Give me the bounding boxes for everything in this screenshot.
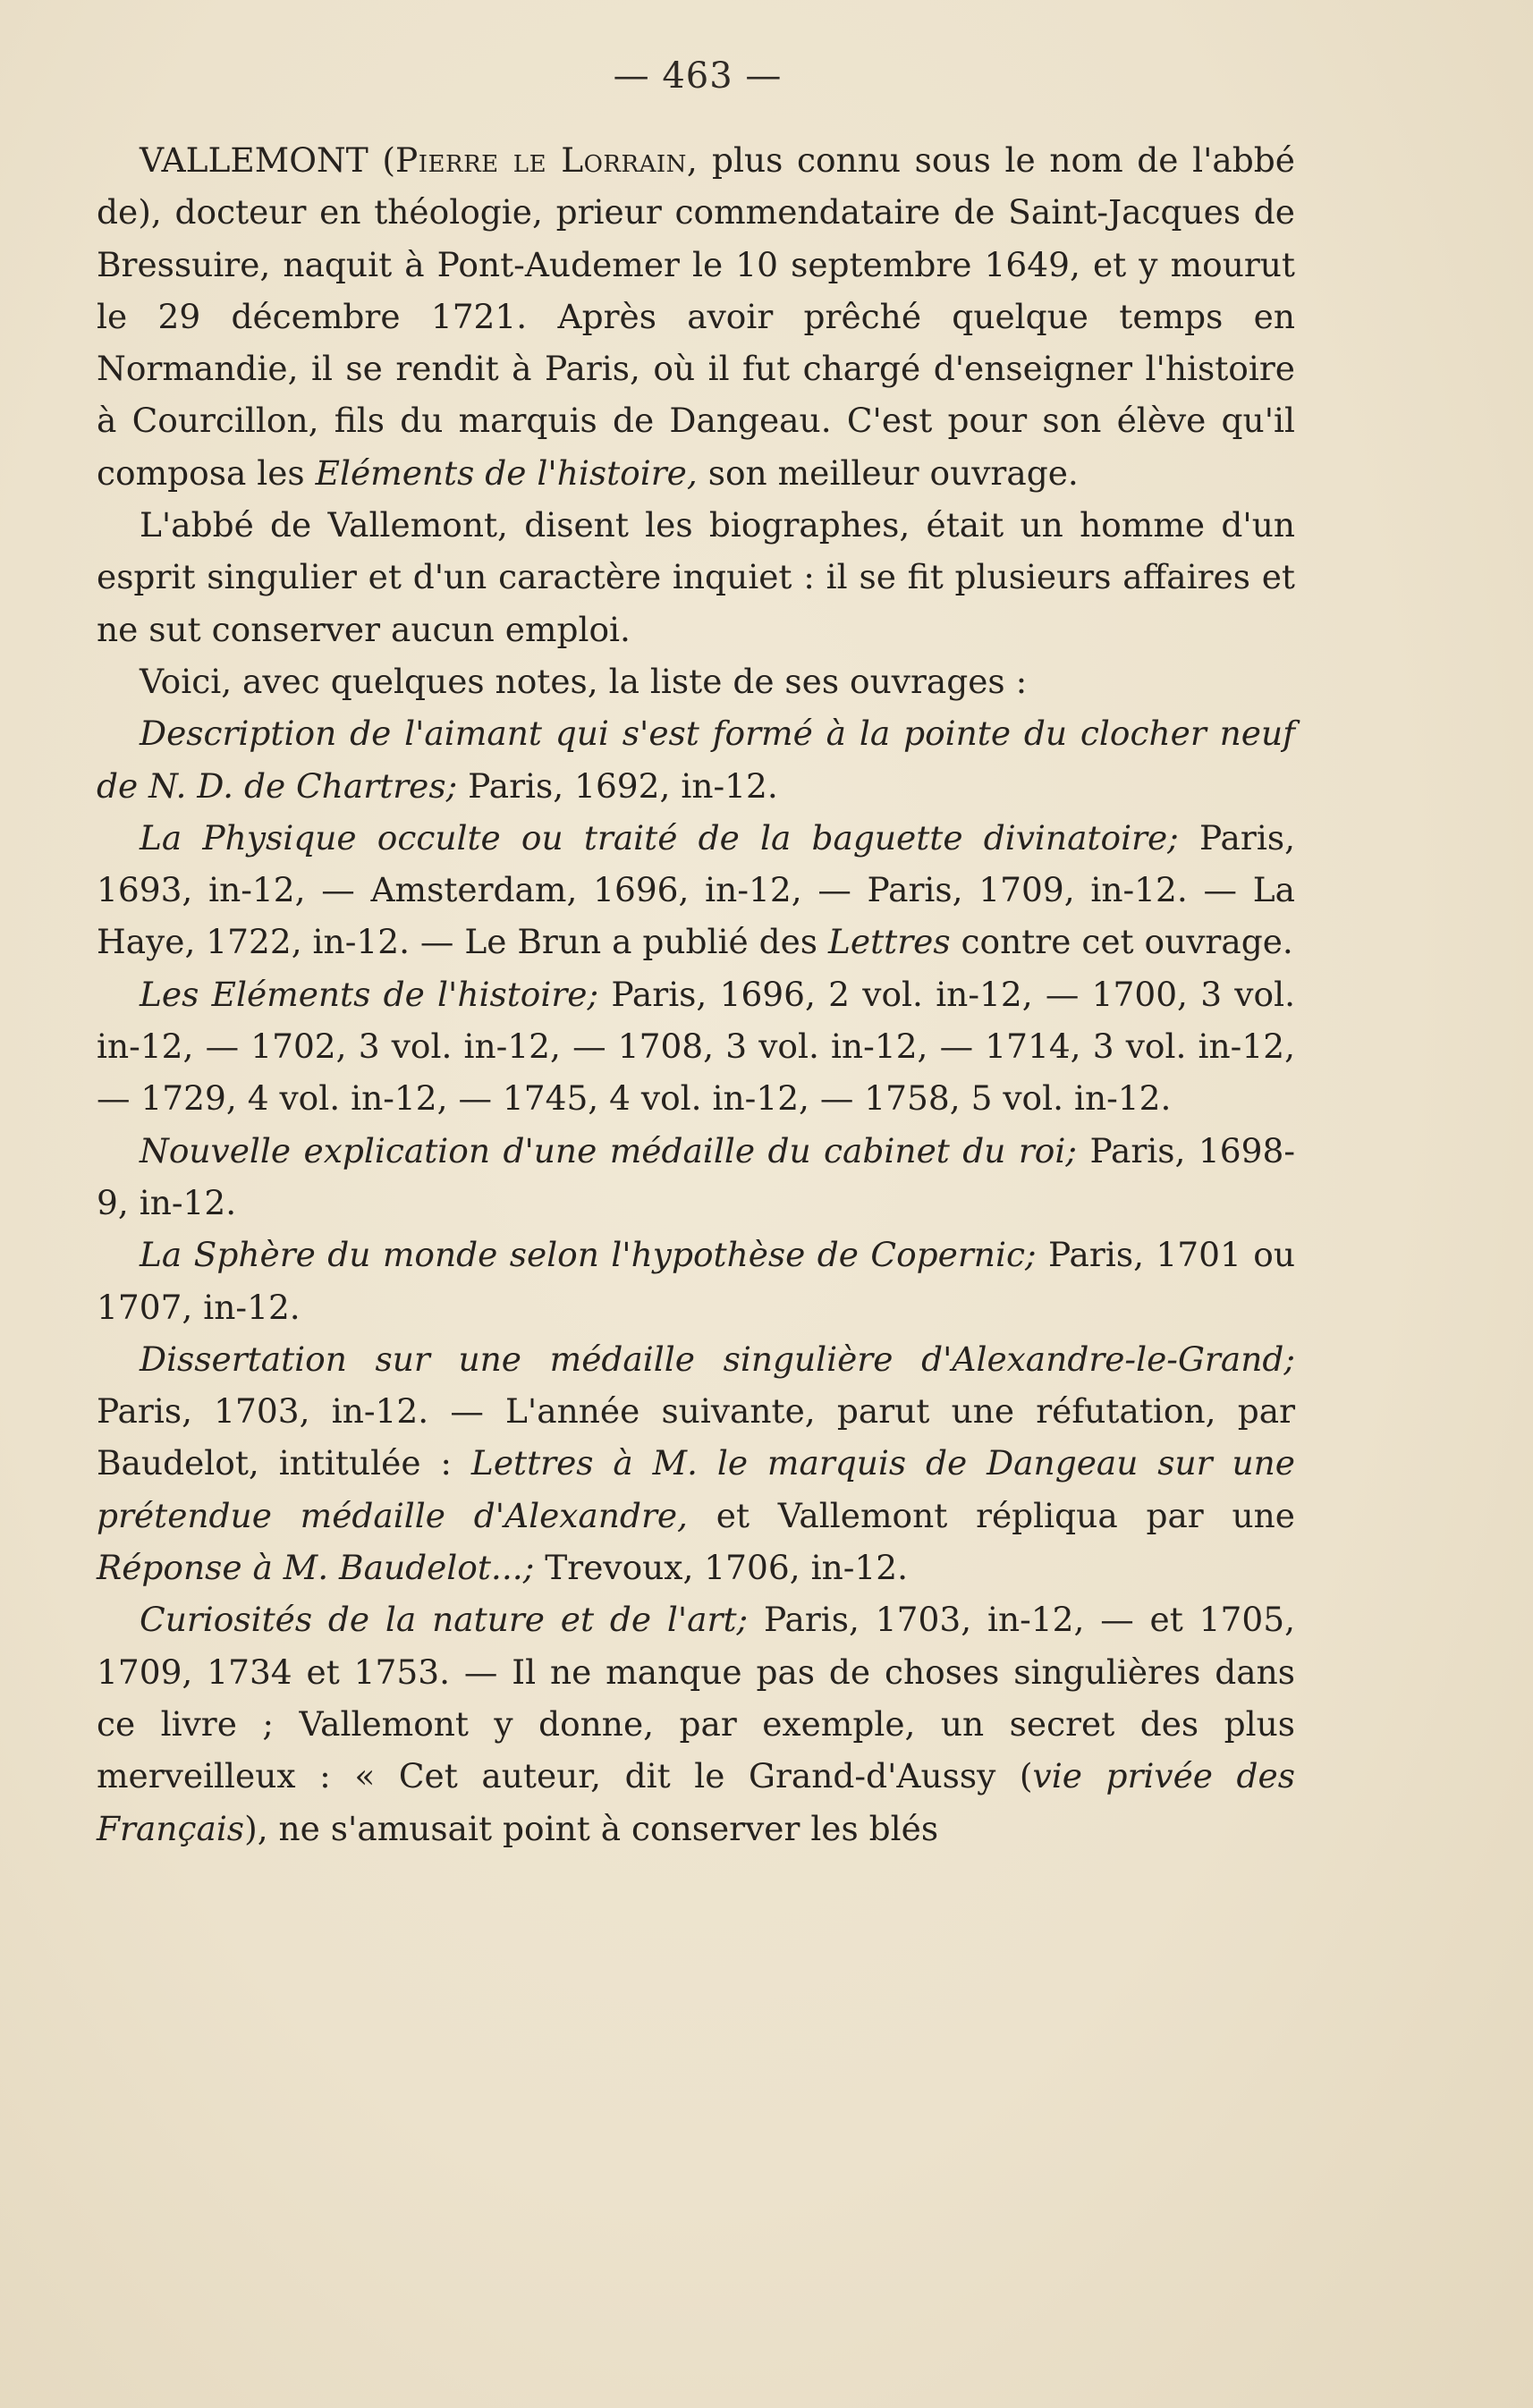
work-title: La Physique occulte ou traité de la baguette divinatoire; xyxy=(140,817,1179,858)
work-title: Les Eléments de l'histoire; xyxy=(140,974,599,1014)
entry-name: VALLEMONT xyxy=(140,140,368,180)
intro-end: son meilleur ouvrage. xyxy=(697,452,1079,493)
work-reference: Lettres à M. le marquis de Dangeau sur une prétendue médaille d'Alexandre, xyxy=(97,1443,1295,1535)
character-paragraph: L'abbé de Vallemont, disent les biographes, était un homme d'un esprit singulier et d'un caractère inquiet : il se fit plusieurs affaires et ne sut conserver aucun emploi. xyxy=(97,505,1295,649)
work-details-end: Trevoux, 1706, in-12. xyxy=(534,1548,909,1588)
work-title: Curiosités de la nature et de l'art; xyxy=(140,1600,749,1640)
work-entry xyxy=(97,1229,1295,1333)
work-title: Nouvelle explication d'une médaille du cabinet du roi; xyxy=(140,1130,1078,1170)
open-paren: ( xyxy=(368,140,396,180)
work-details-end: ), ne s'amusait point à conserver les blés xyxy=(244,1808,939,1848)
work-details: Paris, 1703, in-12. — L'année suivante, parut une réfutation, par Baudelot, intitulée : xyxy=(97,1391,1295,1483)
work-entry xyxy=(97,812,1295,968)
work-entry xyxy=(97,1593,1295,1854)
work-reference: vie privée des Français xyxy=(97,1756,1295,1848)
work-reference-2: Réponse à M. Baudelot...; xyxy=(97,1548,535,1588)
work-details: Paris, 1696, 2 vol. in-12, — 1700, 3 vol. in-12, — 1702, 3 vol. in-12, — 1708, 3 vol. in-12, — 1714, 3 vol. in-12, — 1729, 4 vol. in-12, — 1745, 4 vol. in-12, — 1758, 5 vol. in-12. xyxy=(97,974,1295,1119)
work-entry xyxy=(97,1333,1295,1593)
work-details: Paris, 1703, in-12, — et 1705, 1709, 1734 et 1753. — Il ne manque pas de choses singulières dans ce livre ; Vallemont y donne, par exemple, un secret des plus merveilleux : « Cet auteur, dit le Grand-d'Aussy ( xyxy=(97,1600,1295,1796)
work-title: La Sphère du monde selon l'hypothèse de Copernic; xyxy=(140,1235,1037,1275)
work-entry xyxy=(97,1125,1295,1229)
text-body xyxy=(97,134,1295,1855)
work-details: Paris, 1701 ou 1707, in-12. xyxy=(97,1235,1295,1327)
intro-paragraph xyxy=(97,134,1295,499)
work-entry xyxy=(97,968,1295,1125)
work-details: Paris, 1693, in-12, — Amsterdam, 1696, in-12, — Paris, 1709, in-12. — La Haye, 1722, in-12. — Le Brun a publié des xyxy=(97,817,1295,962)
work-title: Dissertation sur une médaille singulière d'Alexandre-le-Grand; xyxy=(140,1339,1295,1379)
work-entry xyxy=(97,707,1295,812)
intro-work-title: Eléments de l'histoire, xyxy=(315,452,698,493)
work-reference: Lettres xyxy=(827,922,951,962)
entry-fullname: Pierre le Lorrain, xyxy=(395,140,699,180)
list-intro-paragraph: Voici, avec quelques notes, la liste de ses ouvrages : xyxy=(140,661,1028,701)
intro-text: plus connu sous le nom de l'abbé de), docteur en théologie, prieur commendataire de Saint-Jacques de Bressuire, naquit à Pont-Audemer le 10 septembre 1649, et y mourut le 29 décembre 1721. Après avoir prêché quelque temps en Normandie, il se rendit à Paris, où il fut chargé d'enseigner l'histoire à Courcillon, fils du marquis de Dangeau. C'est pour son élève qu'il composa les xyxy=(97,140,1295,493)
work-details-mid: et Vallemont répliqua par une xyxy=(687,1495,1295,1535)
work-details: Paris, 1698-9, in-12. xyxy=(97,1130,1295,1222)
page-number: — 463 — xyxy=(613,55,783,97)
work-title: Description de l'aimant qui s'est formé à la pointe du clocher neuf de N. D. de Chartres; xyxy=(97,714,1295,806)
work-details: Paris, 1692, in-12. xyxy=(457,765,778,806)
work-details-end: contre cet ouvrage. xyxy=(950,922,1293,962)
